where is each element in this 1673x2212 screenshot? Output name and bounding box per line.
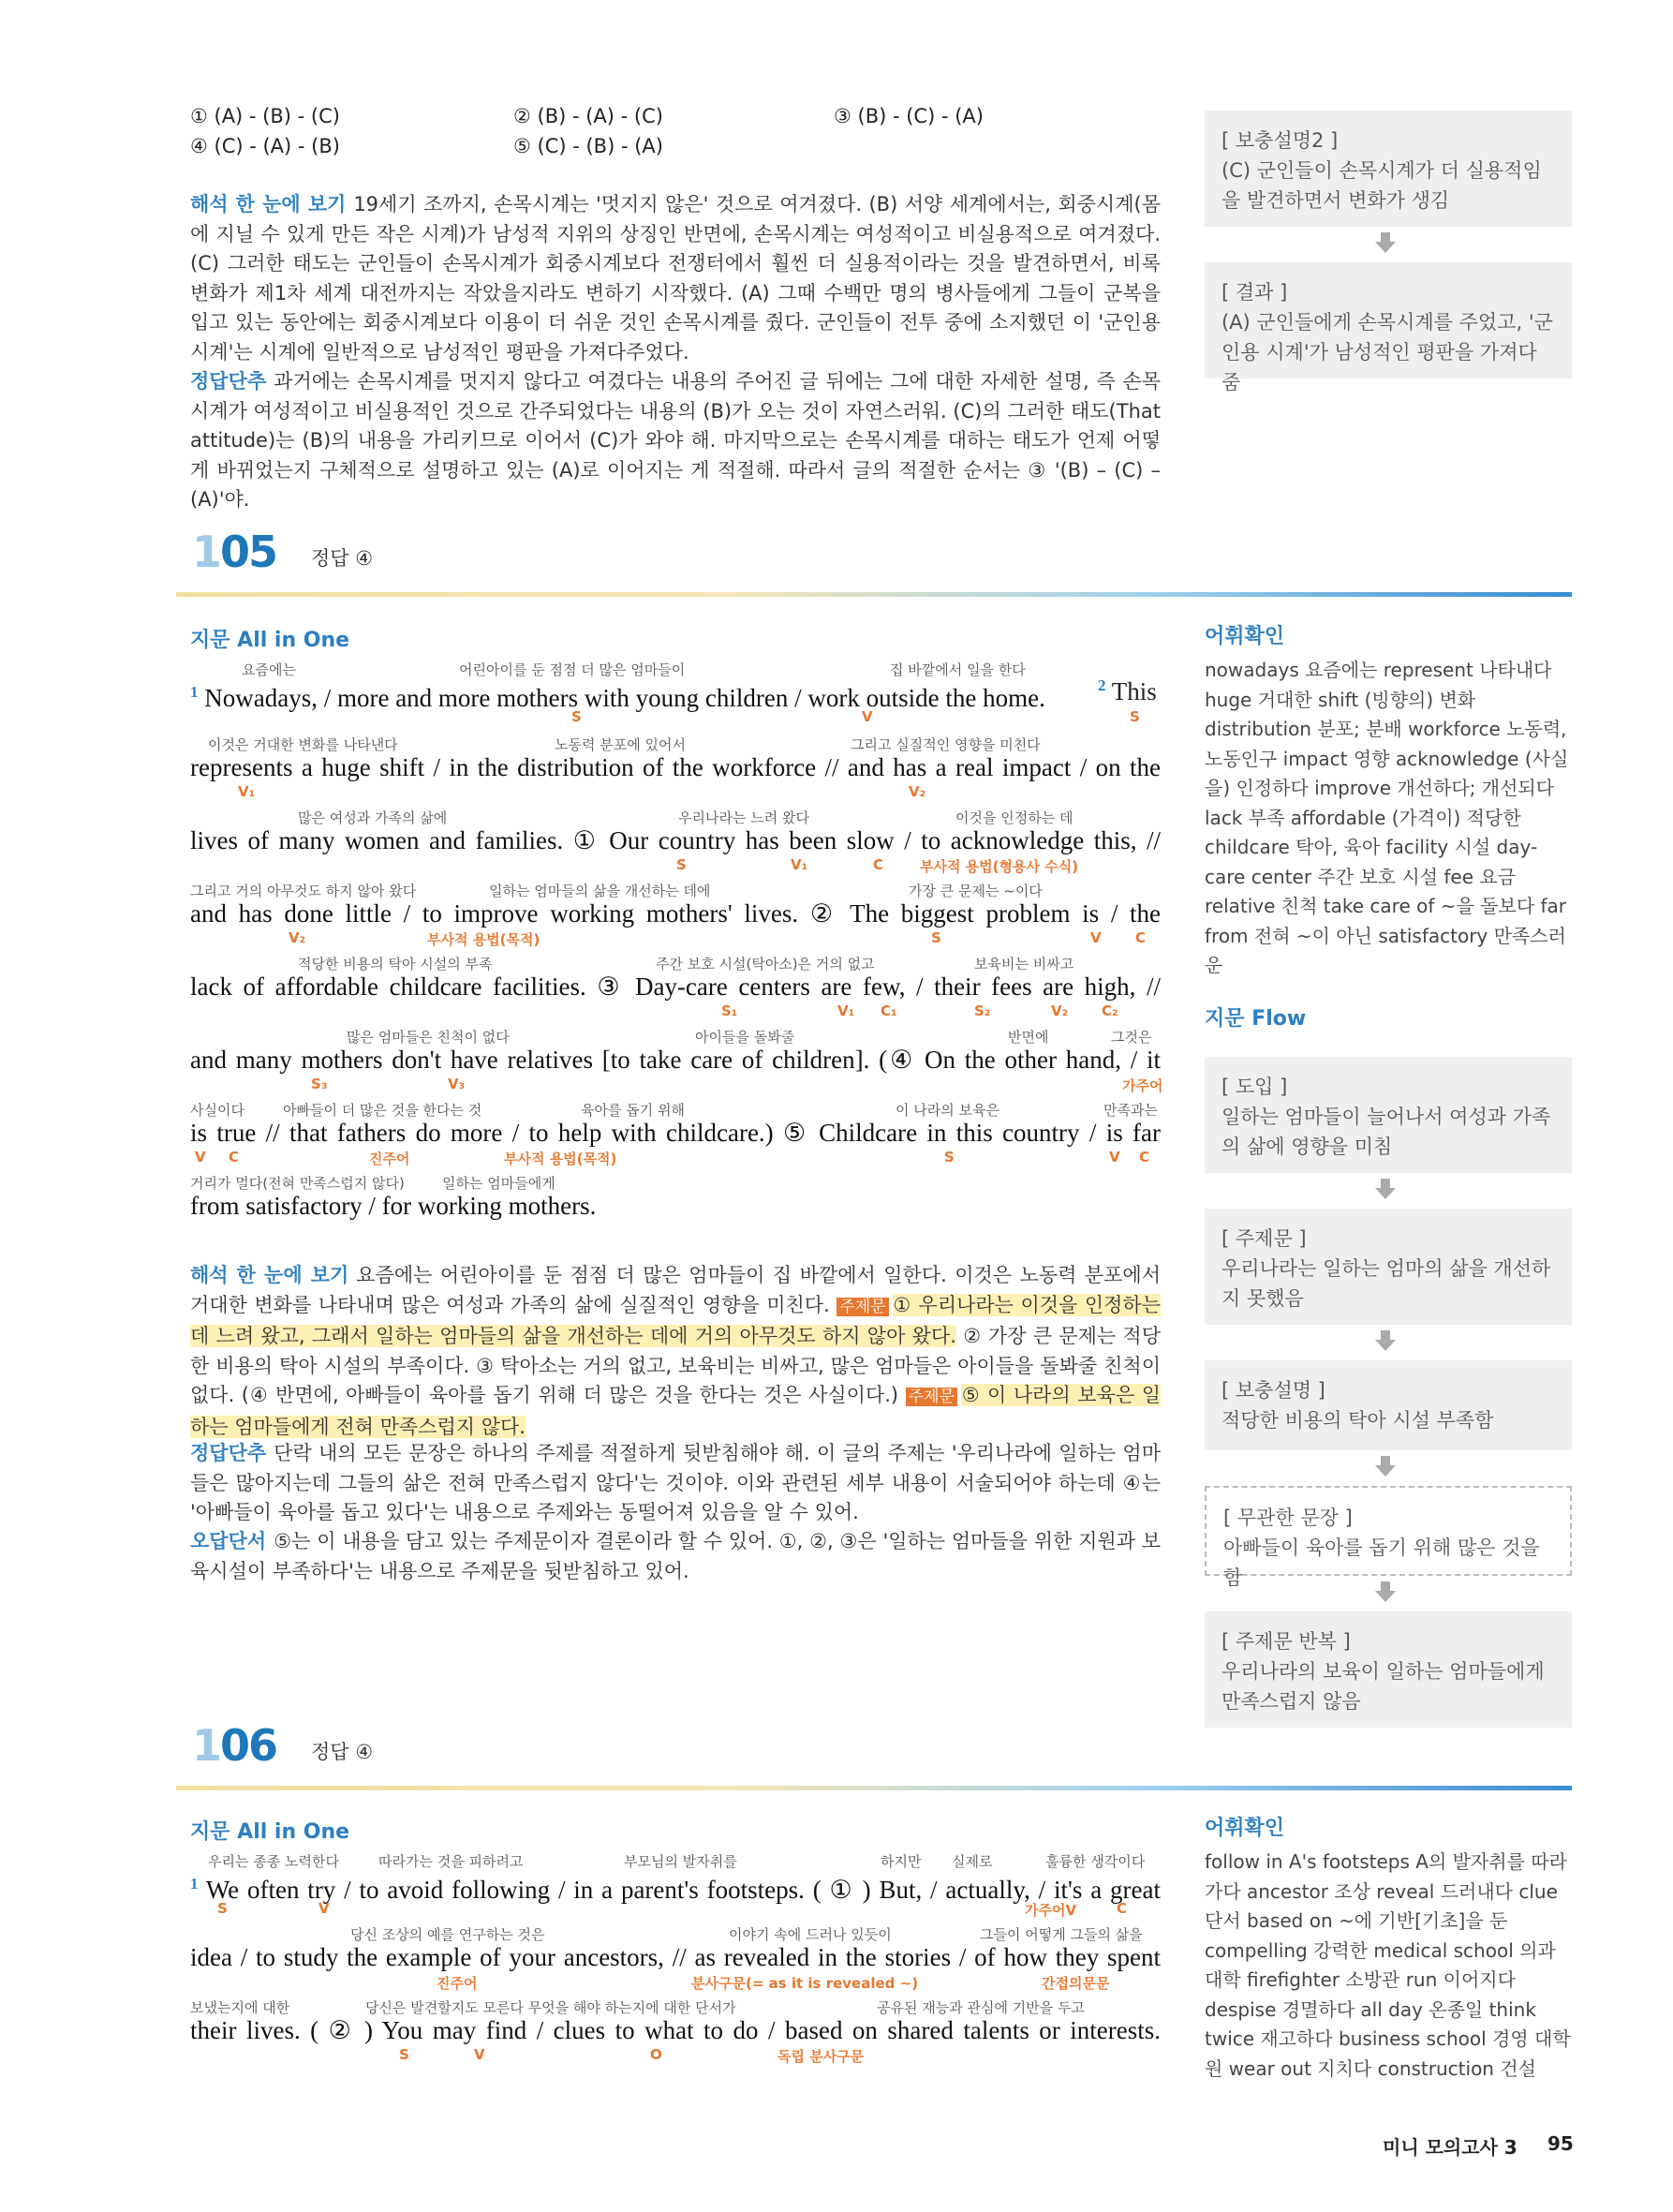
down-arrow-icon bbox=[1375, 1188, 1396, 1199]
section-all-in-one-105: 지문 All in One bbox=[190, 629, 350, 652]
gloss: 집 바깥에서 일을 한다 bbox=[890, 661, 1026, 678]
flow-box-irrelevant: [ 무관한 문장 ] 아빠들이 육아를 돕기 위해 많은 것을 함 bbox=[1205, 1486, 1572, 1576]
gloss: 실제로 bbox=[952, 1853, 993, 1870]
gloss: 이것은 거대한 변화를 나타낸다 bbox=[208, 736, 398, 753]
sv-label: C₂ bbox=[1102, 1002, 1118, 1019]
sidebar-box-result: [ 결과 ] (A) 군인들에게 손목시계를 주었고, '군인용 시계'가 남성적인 평판을 가져다 줌 bbox=[1205, 262, 1572, 379]
down-arrow-icon bbox=[1375, 1591, 1396, 1602]
gloss: 그리고 거의 아무것도 하지 않아 왔다 bbox=[190, 883, 417, 899]
gloss: 일하는 엄마들에게 bbox=[442, 1175, 555, 1192]
page-number: 95 bbox=[1547, 2132, 1574, 2155]
sv-label: 가주어 bbox=[1122, 1077, 1163, 1094]
sv-label: 독립 분사구문 bbox=[777, 2048, 865, 2065]
sv-label: V₃ bbox=[448, 1076, 466, 1092]
choice-5: ⑤ (C) - (B) - (A) bbox=[513, 135, 663, 157]
sv-label: V bbox=[474, 2046, 485, 2063]
p105-line-8: from satisfactory / for working mothers. bbox=[190, 1192, 597, 1220]
sv-label: 분사구문(= as it is revealed ~) bbox=[691, 1975, 919, 1992]
gloss: 당신은 발견할지도 모른다 무엇을 해야 하는지에 대한 단서가 bbox=[365, 1999, 736, 2016]
vocab-head-105: 어휘확인 bbox=[1205, 625, 1285, 648]
sv-label: S bbox=[1130, 708, 1140, 725]
gloss: 부모님의 발자취를 bbox=[624, 1853, 737, 1870]
gloss: 우리는 종종 노력한다 bbox=[208, 1853, 339, 1870]
sv-label: S bbox=[399, 2046, 409, 2063]
gloss: 만족과는 bbox=[1103, 1102, 1158, 1119]
gloss: 어린아이를 둔 점점 더 많은 엄마들이 bbox=[459, 661, 686, 678]
p104-interpretation: 해석 한 눈에 보기 19세기 조까지, 손목시계는 '멋지지 않은' 것으로 여겨졌다. (B) 서양 세계에서는, 회중시계(몸에 지닐 수 있게 만든 작은 시계)가 남성적 지위의 상징인 반면에, 손목시계는 여성적이고 비실용적으로 여겨졌다. (C) 그러한 태도는 군인들이 손목시계가 회중시계보다 전쟁터에서 훨씬 더 실용적이라는 것을 발견하면서, 비록 변화가 제1차 세계 대전까지는 작았을지라도 변하기 시작했다. (A) 그때 수백만 명의 병사들에게 그들이 군복을 입고 있는 동안에는 회중시계보다 이용이 더 쉬운 것인 손목시계를 줬다. 군인들이 전투 중에 소지했던 이 '군인용 시계'는 시계에 일반적으로 남성적인 평판을 가져다주었다. bbox=[190, 193, 1161, 364]
gloss: 보육비는 비싸고 bbox=[974, 956, 1074, 972]
sv-label: V bbox=[195, 1149, 206, 1165]
sv-label: 부사적 용법(목적) bbox=[504, 1151, 617, 1167]
flow-box-topic-repeat: [ 주제문 반복 ] 우리나라의 보육이 일하는 엄마들에게 만족스럽지 않음 bbox=[1205, 1611, 1572, 1728]
vocab-list-106: follow in A's footsteps A의 발자취를 따라가다 ancestor 조상 reveal 드러내다 clue 단서 based on ~에 기반[기초]을 둔 compelling 강력한 medical school 의과대학 firefighter 소방관 run 이어지다 despise 경멸하다 all day 온종일 think twice 재고하다 business school 경영 대학원 wear out 지치다 construction 건설 bbox=[1205, 1850, 1571, 2080]
gloss: 보냈는지에 대한 bbox=[190, 1999, 290, 2016]
problem-number-105: 105 bbox=[192, 527, 277, 577]
gloss: 이것을 인정하는 데 bbox=[955, 809, 1073, 826]
sv-label: O bbox=[650, 2046, 662, 2063]
down-arrow-icon bbox=[1375, 1465, 1396, 1477]
gloss: 주간 보호 시설(탁아소)은 거의 없고 bbox=[656, 956, 875, 972]
flow-box-topic: [ 주제문 ] 우리나라는 일하는 엄마의 삶을 개선하지 못했음 bbox=[1205, 1209, 1572, 1325]
p106-line-2: idea / to study the example of your ancestors, // as revealed in the stories / of how they spent bbox=[190, 1943, 1161, 1971]
gloss: 이야기 속에 드러나 있듯이 bbox=[729, 1926, 892, 1943]
choice-1: ① (A) - (B) - (C) bbox=[190, 105, 340, 127]
choice-4: ④ (C) - (A) - (B) bbox=[190, 135, 340, 157]
gloss: 이 나라의 보육은 bbox=[896, 1102, 999, 1119]
sv-label: V₁ bbox=[791, 856, 808, 873]
p105-line-6: and many mothers don't have relatives [to take care of children]. (④ On the other hand, / it bbox=[190, 1046, 1161, 1074]
gloss: 공유된 재능과 관심에 기반을 두고 bbox=[877, 1999, 1085, 2016]
vocab-head-106: 어휘확인 bbox=[1205, 1817, 1285, 1840]
flow-head-105: 지문 Flow bbox=[1205, 1007, 1307, 1031]
sv-label: C₁ bbox=[881, 1002, 897, 1019]
sv-label: V₂ bbox=[909, 783, 926, 800]
flow-box-supplement: [ 보충설명 ] 적당한 비용의 탁아 시설 부족함 bbox=[1205, 1360, 1572, 1450]
sv-label: V bbox=[1090, 929, 1102, 946]
gloss: 당신 조상의 예를 연구하는 것은 bbox=[350, 1926, 545, 1943]
sv-label: C bbox=[229, 1149, 240, 1165]
vocab-list-105: nowadays 요즘에는 represent 나타내다 huge 거대한 shift (빙향의) 변화 distribution 분포; 분배 workforce 노동력, 노동인구 impact 영향 acknowledge (사실을) 인정하다 improve 개선하다; 개선되다 lack 부족 affordable (가격이) 적당한 childcare 탁아, 육아 facility 시설 day-care center 주간 보호 시설 fee 요금 relative 친척 take care of ~을 돌보다 far from 전혀 ~이 아닌 satisfactory 만족스러운 bbox=[1205, 659, 1569, 976]
p105-line-7: is true // that fathers do more / to help with childcare.) ⑤ Childcare in this country / is far bbox=[190, 1119, 1161, 1147]
gloss: 가장 큰 문제는 ~이다 bbox=[909, 883, 1043, 899]
down-arrow-icon bbox=[1375, 242, 1396, 253]
sv-label: V bbox=[1109, 1149, 1120, 1165]
p105-line-2: represents a huge shift / in the distribution of the workforce // and has a real impact / on the bbox=[190, 753, 1161, 781]
sv-label: S bbox=[571, 708, 582, 725]
sv-label: V₁ bbox=[837, 1002, 855, 1019]
problem-number-106: 106 bbox=[192, 1720, 277, 1771]
sv-label: 진주어 bbox=[437, 1975, 478, 1992]
sv-label: C bbox=[873, 856, 884, 873]
p105-answer-explanation: 정답단추 단락 내의 모든 문장은 하나의 주제를 적절하게 뒷받침해야 해. 이 글의 주제는 '우리나라에 일하는 엄마들은 많아지는데 그들의 삶은 전혀 만족스럽지 않다'는 것이야. 이와 관련된 세부 내용이 서술되어야 하는데 ④는 '아빠들이 육아를 돕고 있다'는 내용으로 주제와는 동떨어져 있음을 알 수 있어. bbox=[190, 1442, 1161, 1523]
sv-label: C bbox=[1135, 929, 1147, 946]
sv-label: V₁ bbox=[238, 783, 256, 800]
gloss: 육아를 돕기 위해 bbox=[581, 1102, 685, 1119]
p105-line-1: $^1$ Nowadays, / more and more mothers with young children / work outside the home. bbox=[190, 683, 1045, 712]
gloss: 그리고 실질적인 영향을 미친다 bbox=[851, 736, 1041, 753]
p105-line-5: lack of affordable childcare facilities. ③ Day-care centers are few, / their fees are high, // bbox=[190, 972, 1161, 1001]
gloss: 그것은 bbox=[1111, 1029, 1152, 1046]
sv-label: 진주어 bbox=[369, 1151, 410, 1167]
gloss: 아이들을 돌봐줄 bbox=[695, 1029, 795, 1046]
sv-label: 부사적 용법(목적) bbox=[427, 931, 540, 948]
gloss: 따라가는 것을 피하려고 bbox=[378, 1853, 524, 1870]
p105-line-3: lives of many women and families. ① Our country has been slow / to acknowledge this, // bbox=[190, 826, 1161, 854]
gloss: 훌륭한 생각이다 bbox=[1045, 1853, 1146, 1870]
answer-105: 정답 ④ bbox=[311, 547, 374, 570]
gloss: 많은 엄마들은 친척이 없다 bbox=[347, 1029, 510, 1046]
section-rule-106 bbox=[176, 1786, 1572, 1790]
p106-line-1: $^1$ We often try / to avoid following / in a parent's footsteps. ( ① ) But, / actually, / it's a great bbox=[190, 1875, 1162, 1904]
sv-label: S bbox=[676, 856, 687, 873]
sidebar-box-supplement2: [ 보충설명2 ] (C) 군인들이 손목시계가 더 실용적임을 발견하면서 변화가 생김 bbox=[1205, 111, 1572, 227]
sv-label: 가주어V bbox=[1025, 1902, 1077, 1919]
sv-label: C bbox=[1117, 1900, 1128, 1917]
answer-106: 정답 ④ bbox=[311, 1741, 374, 1763]
gloss: 하지만 bbox=[881, 1853, 922, 1870]
section-all-in-one-106: 지문 All in One bbox=[190, 1820, 350, 1844]
gloss: 거리가 멀다(전혀 만족스럽지 않다) bbox=[190, 1175, 405, 1192]
gloss: 반면에 bbox=[1008, 1029, 1049, 1046]
sv-label: V₂ bbox=[1051, 1002, 1069, 1019]
gloss: 요즘에는 bbox=[242, 661, 296, 678]
sv-label: V bbox=[318, 1900, 330, 1917]
sv-label: S bbox=[931, 929, 941, 946]
sv-label: S₁ bbox=[721, 1002, 738, 1019]
p105-line-4: and has done little / to improve working mothers' lives. ② The biggest problem is / the bbox=[190, 899, 1161, 928]
p106-line-3: their lives. ( ② ) You may find / clues to what to do / based on shared talents or interests. bbox=[190, 2016, 1161, 2044]
sv-label: 부사적 용법(형용사 수식) bbox=[920, 858, 1079, 875]
section-rule-105 bbox=[176, 592, 1572, 597]
sv-label: 간접의문문 bbox=[1042, 1975, 1110, 1992]
choice-3: ③ (B) - (C) - (A) bbox=[834, 105, 984, 127]
sv-label: V₂ bbox=[289, 929, 306, 946]
gloss: 적당한 비용의 탁아 시설의 부족 bbox=[298, 956, 493, 972]
down-arrow-icon bbox=[1375, 1340, 1396, 1351]
p105-line-1-end: $^2$ This bbox=[1098, 676, 1157, 705]
sv-label: S₂ bbox=[974, 1002, 991, 1019]
sv-label: S bbox=[217, 1900, 228, 1917]
gloss: 우리나라는 느려 왔다 bbox=[678, 809, 809, 826]
sv-label: V bbox=[862, 708, 873, 725]
p105-interpretation: 해석 한 눈에 보기 요즘에는 어린아이를 둔 점점 더 많은 엄마들이 집 바깥에서 일한다. 이것은 노동력 분포에서 거대한 변화를 나타내며 많은 여성과 가족의 삶에 실질적인 영향을 미친다. 주제문 ① 우리나라는 이것을 인정하는 데 느려 왔고, 그래서 일하는 엄마들의 삶을 개선하는 데에 거의 아무것도 하지 않아 왔다. ② 가장 큰 문제는 적당한 비용의 탁아 시설의 부족이다. ③ 탁아소는 거의 없고, 보육비는 비싸고, 많은 엄마들은 아이들을 돌봐줄 친척이 없다. (④ 반면에, 아빠들이 육아를 돕기 위해 더 많은 것을 한다는 것은 사실이다.) 주제문 ⑤ 이 나라의 보육은 일하는 엄마들에게 전혀 만족스럽지 않다. bbox=[190, 1264, 1162, 1438]
sv-label: S₃ bbox=[311, 1076, 328, 1092]
p104-answer-explanation: 정답단추 과거에는 손목시계를 멋지지 않다고 여겼다는 내용의 주어진 글 뒤에는 그에 대한 자세한 설명, 즉 손목시계가 여성적이고 비실용적인 것으로 간주되었다는 내용의 (B)가 오는 것이 자연스러워. (C)의 그러한 태도(That attitude)는 (B)의 내용을 가리키므로 이어서 (C)가 와야 해. 마지막으로는 손목시계를 대하는 태도가 언제 어떻게 바뀌었는지 구체적으로 설명하고 있는 (A)로 이어지는 게 적절해. 따라서 글의 적절한 순서는 ③ '(B) – (C) – (A)'야. bbox=[190, 370, 1161, 511]
gloss: 많은 여성과 가족의 삶에 bbox=[298, 809, 448, 826]
gloss: 아빠들이 더 많은 것을 한다는 것 bbox=[283, 1102, 482, 1119]
sv-label: C bbox=[1139, 1149, 1150, 1165]
gloss: 일하는 엄마들의 삶을 개선하는 데에 bbox=[489, 883, 711, 899]
flow-box-intro: [ 도입 ] 일하는 엄마들이 늘어나서 여성과 가족의 삶에 영향을 미침 bbox=[1205, 1057, 1572, 1173]
gloss: 노동력 분포에 있어서 bbox=[555, 736, 686, 753]
footer-title: 미니 모의고사 3 bbox=[1383, 2136, 1518, 2159]
p105-wrong-explanation: 오답단서 ⑤는 이 내용을 담고 있는 주제문이자 결론이라 할 수 있어. ①, ②, ③은 '일하는 엄마들을 위한 지원과 보육시설이 부족하다'는 내용으로 주제문을 뒷받침하고 있어. bbox=[190, 1530, 1161, 1582]
gloss: 사실이다 bbox=[190, 1102, 244, 1119]
choice-2: ② (B) - (A) - (C) bbox=[513, 105, 663, 127]
gloss: 그들이 어떻게 그들의 삶을 bbox=[980, 1926, 1143, 1943]
sv-label: S bbox=[944, 1149, 955, 1165]
